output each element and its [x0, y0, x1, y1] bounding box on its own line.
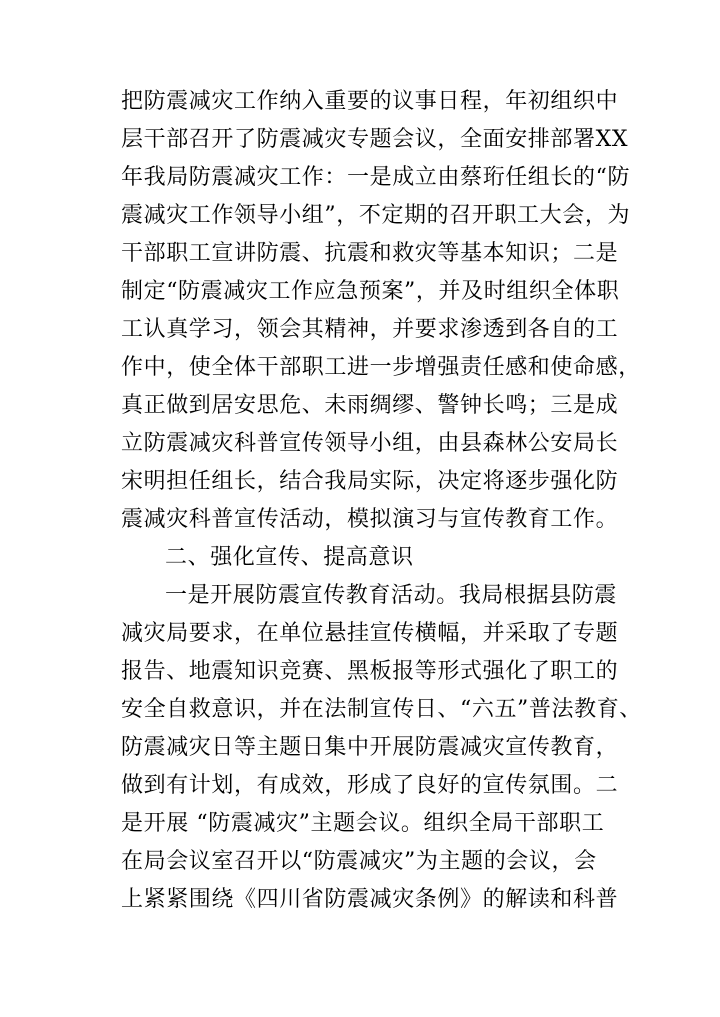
paragraph-line: 把防震减灾工作纳入重要的议事日程，年初组织中	[121, 89, 619, 114]
paragraph-line: 立防震减灾科普宣传领导小组，由县森林公安局长	[121, 431, 619, 456]
section-heading: 二、强化宣传、提高意识	[165, 545, 414, 570]
paragraph-line: 是开展 “防震减灾”主题会议。组织全局干部职工	[121, 811, 605, 836]
paragraph-line: 工认真学习，领会其精神，并要求渗透到各自的工	[121, 317, 619, 342]
paragraph-line: 做到有计划，有成效，形成了良好的宣传氛围。二	[121, 773, 619, 798]
paragraph-line: 震减灾工作领导小组”，不定期的召开职工大会，为	[121, 203, 631, 228]
paragraph-line: 制定“防震减灾工作应急预案”，并及时组织全体职	[121, 279, 620, 304]
paragraph-line: 层干部召开了防震减灾专题会议，全面安排部署XX	[121, 127, 629, 152]
paragraph-line: 作中，使全体干部职工进一步增强责任感和使命感，	[121, 355, 641, 380]
paragraph-line: 在局会议室召开以“防震减灾”为主题的会议，会	[121, 849, 597, 874]
paragraph-line: 震减灾科普宣传活动，模拟演习与宣传教育工作。	[121, 507, 619, 532]
paragraph-line: 宋明担任组长，结合我局实际，决定将逐步强化防	[121, 469, 619, 494]
paragraph-line: 上紧紧围绕《四川省防震减灾条例》的解读和科普	[121, 887, 619, 912]
paragraph-line: 报告、地震知识竞赛、黑板报等形式强化了职工的	[121, 659, 619, 684]
paragraph-line: 减灾局要求，在单位悬挂宣传横幅，并采取了专题	[121, 621, 619, 646]
paragraph-line: 真正做到居安思危、未雨绸缪、警钟长鸣；三是成	[121, 393, 619, 418]
paragraph-line: 干部职工宣讲防震、抗震和救灾等基本知识；二是	[121, 241, 619, 266]
paragraph-line: 一是开展防震宣传教育活动。我局根据县防震	[165, 583, 618, 608]
paragraph-line: 年我局防震减灾工作：一是成立由蔡珩任组长的“防	[121, 165, 631, 190]
paragraph-line: 防震减灾日等主题日集中开展防震减灾宣传教育，	[121, 735, 619, 760]
paragraph-line: 安全自救意识，并在法制宣传日、“六五”普法教育、	[121, 697, 642, 722]
